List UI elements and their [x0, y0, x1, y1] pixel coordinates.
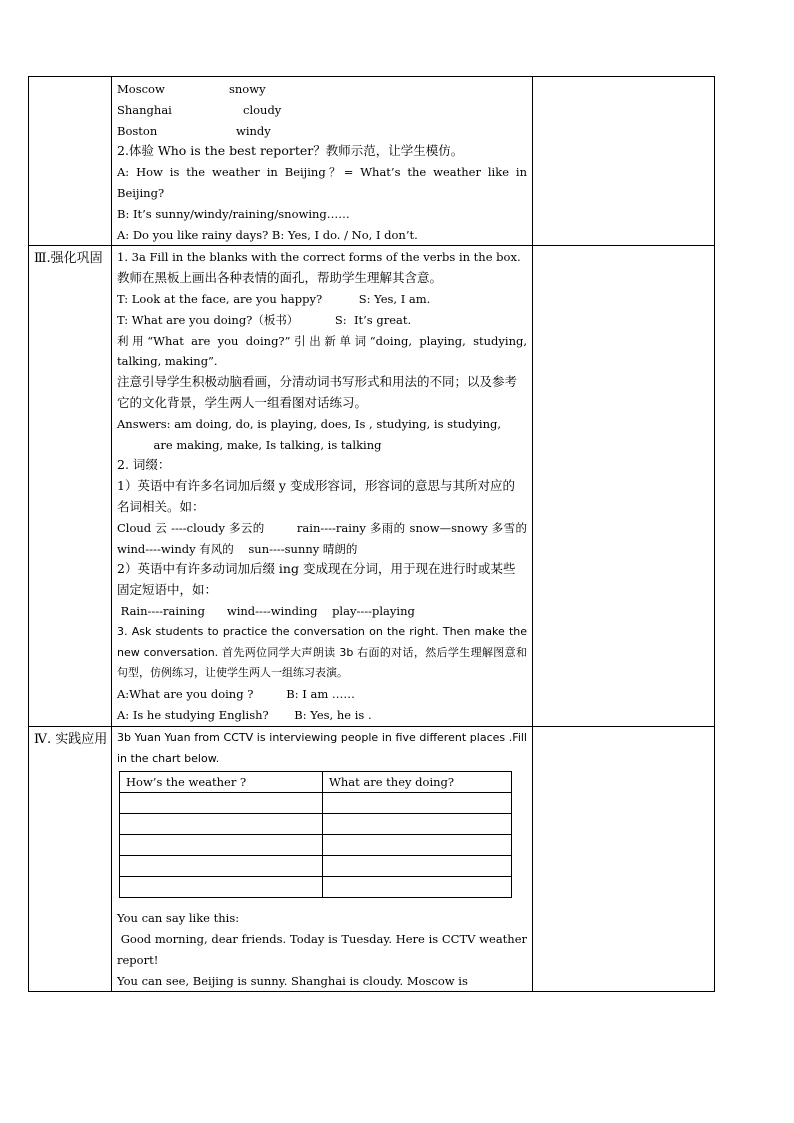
stage-label-cell: [29, 726, 112, 992]
text-line: Good morning, dear friends. Today is Tuesday. Here is CCTV weather report!: [117, 932, 531, 967]
text-line: Cloud 云 ----cloudy 多云的 rain----rainy 多雨的 snow—snowy 多雪的 wind----windy 有风的 sun----sunny 晴朗的: [117, 520, 542, 556]
blank-cell[interactable]: [323, 835, 512, 856]
table-row: [29, 77, 715, 246]
blank-cell[interactable]: [323, 814, 512, 835]
text-line: A: Is he studying English? B: Yes, he is .: [117, 707, 372, 722]
chart-blank-row: [120, 814, 512, 835]
text-line: A: Do you like rainy days? B: Yes, I do. / No, I don’t.: [117, 227, 418, 242]
stage-label: Ⅲ.强化巩固: [34, 251, 103, 267]
stage-label-cell: [29, 246, 112, 726]
notes-cell: [533, 246, 715, 726]
text-line: T: What are you doing?（板书） S: It’s great.: [117, 312, 412, 327]
text-line: 2）英语中有许多动词加后缀 ing 变成现在分词，用于现在进行时或某些固定短语中，如：: [117, 561, 516, 598]
list-item: Shanghai cloudy: [117, 102, 282, 117]
blank-cell[interactable]: [323, 877, 512, 898]
lesson-plan-table: [28, 76, 715, 992]
notes-cell: [533, 726, 715, 992]
text-line: 教师在黑板上画出各种表情的面孔，帮助学生理解其含意。: [117, 270, 443, 286]
notes-cell: [533, 77, 715, 246]
blank-cell[interactable]: [120, 856, 323, 877]
text-line: 利用“What are you doing?”引出新单词“doing, playing, studying, talking, making”.: [117, 333, 527, 369]
table-row: [29, 246, 715, 726]
text-line: B: It’s sunny/windy/raining/snowing……: [117, 206, 350, 221]
chart-blank-row: [120, 835, 512, 856]
list-item: Boston windy: [117, 123, 271, 138]
text-line: You can say like this:: [117, 911, 240, 926]
text-line: T: Look at the face, are you happy? S: Yes, I am.: [117, 291, 431, 306]
chart-header-row: [120, 772, 512, 793]
chart-header-weather: How’s the weather ?: [120, 772, 323, 793]
weather-chart: [119, 771, 512, 898]
text-line: 2.体验 Who is the best reporter？教师示范，让学生模仿。: [117, 143, 464, 159]
list-item: Moscow snowy: [117, 82, 266, 96]
chart-blank-row: [120, 856, 512, 877]
chart-blank-row: [120, 793, 512, 814]
text-line: You can see, Beijing is sunny. Shanghai is cloudy. Moscow is: [117, 973, 468, 988]
text-line: Rain----raining wind----winding play----playing: [117, 603, 415, 618]
blank-cell[interactable]: [323, 793, 512, 814]
content-cell: [112, 726, 533, 992]
chart-blank-row: [120, 877, 512, 898]
blank-cell[interactable]: [323, 856, 512, 877]
text-line: 2. 词缀：: [117, 457, 171, 473]
content-cell: [112, 77, 533, 246]
blank-cell[interactable]: [120, 877, 323, 898]
text-line: A: How is the weather in Beijing？= What’s the weather like in Beijing?: [117, 165, 527, 200]
text-line: 3b Yuan Yuan from CCTV is interviewing people in five different places .Fill in the chart below.: [117, 730, 527, 765]
stage-label-cell: [29, 77, 112, 246]
blank-cell[interactable]: [120, 835, 323, 856]
stage-label: Ⅳ. 实践应用: [34, 731, 108, 747]
chart-header-doing: What are they doing?: [323, 772, 512, 793]
text-line: 3. Ask students to practice the conversation on the right. Then make the new conversation. 首先两位同学大声朗读 3b 右面的对话，然后学生理解图意和句型，仿例练习，让使学生两人一组练习表演。: [117, 624, 527, 680]
text-line: 注意引导学生积极动脑看画，分清动词书写形式和用法的不同；以及参考它的文化背景，学生两人一组看图对话练习。: [117, 374, 518, 410]
text-line: Answers: am doing, do, is playing, does, Is , studying, is studying,: [117, 416, 502, 431]
content-cell: [112, 246, 542, 726]
text-line: are making, make, Is talking, is talking: [117, 437, 382, 452]
text-line: A:What are you doing ? B: I am ……: [117, 687, 355, 702]
blank-cell[interactable]: [120, 793, 323, 814]
text-line: 1）英语中有许多名词加后缀 y 变成形容词，形容词的意思与其所对应的名词相关。如：: [117, 478, 515, 514]
text-line: 1. 3a Fill in the blanks with the correct forms of the verbs in the box.: [117, 250, 521, 265]
blank-cell[interactable]: [120, 814, 323, 835]
table-row: [29, 726, 715, 992]
